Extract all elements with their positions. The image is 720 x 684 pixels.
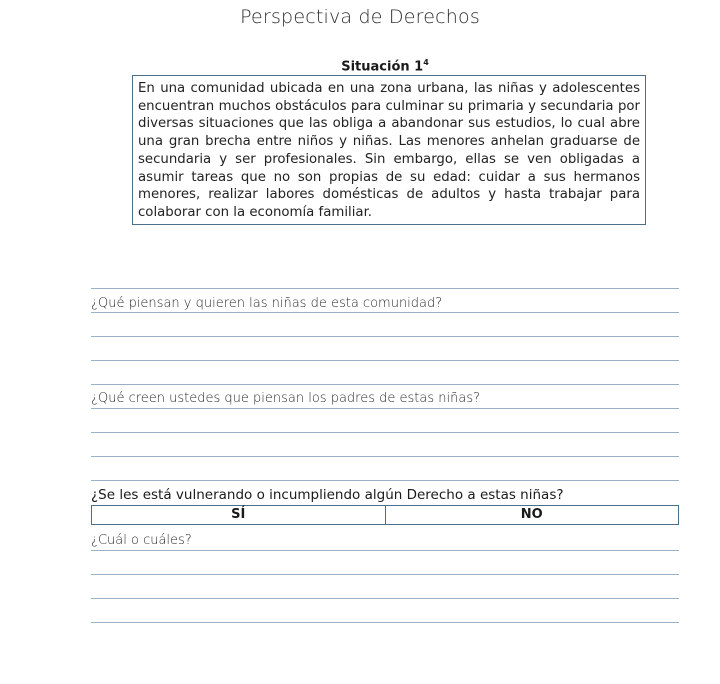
writing-line [91,288,679,289]
answer-line[interactable] [91,550,679,551]
no-option[interactable]: NO [520,507,543,522]
writing-line [91,384,679,385]
answer-line[interactable] [91,408,679,409]
answer-line[interactable] [91,360,679,361]
answer-line[interactable] [91,336,679,337]
question-4: ¿Cuál o cuáles? [91,533,192,548]
answer-line[interactable] [91,456,679,457]
answer-line[interactable] [91,432,679,433]
yes-option[interactable]: SÍ [92,506,386,524]
answer-line[interactable] [91,622,679,623]
footnote-marker: 4 [423,58,429,67]
question-1: ¿Qué piensan y quieren las niñas de esta comunidad? [91,296,443,311]
question-3: ¿Se les está vulnerando o incumpliendo algún Derecho a estas niñas? [91,487,564,503]
question-2: ¿Qué creen ustedes que piensan los padres de estas niñas? [91,391,480,406]
yes-no-table [91,505,679,525]
situation-text-box: En una comunidad ubicada en una zona urbana, las niñas y adolescentes encuentran muchos obstáculos para culminar su primaria y secundaria por diversas situaciones que las obliga a abandonar sus estudios, lo cual abre una gran brecha entre niños y niñas. Las menores anhelan graduarse de secundaria y ser profesionales. Sin embargo, ellas se ven obligadas a asumir tareas que no son propias de su edad: cuidar a sus hermanos menores, realizar labores domésticas de adultos y hasta trabajar para colaborar con la economía familiar. [132,75,646,225]
answer-line[interactable] [91,574,679,575]
answer-line[interactable] [91,312,679,313]
situation-title [0,58,720,74]
situation-title-text: Situación 1 [341,59,424,75]
answer-line[interactable] [91,598,679,599]
writing-line [91,480,679,481]
page-title: Perspectiva de Derechos [240,6,480,28]
